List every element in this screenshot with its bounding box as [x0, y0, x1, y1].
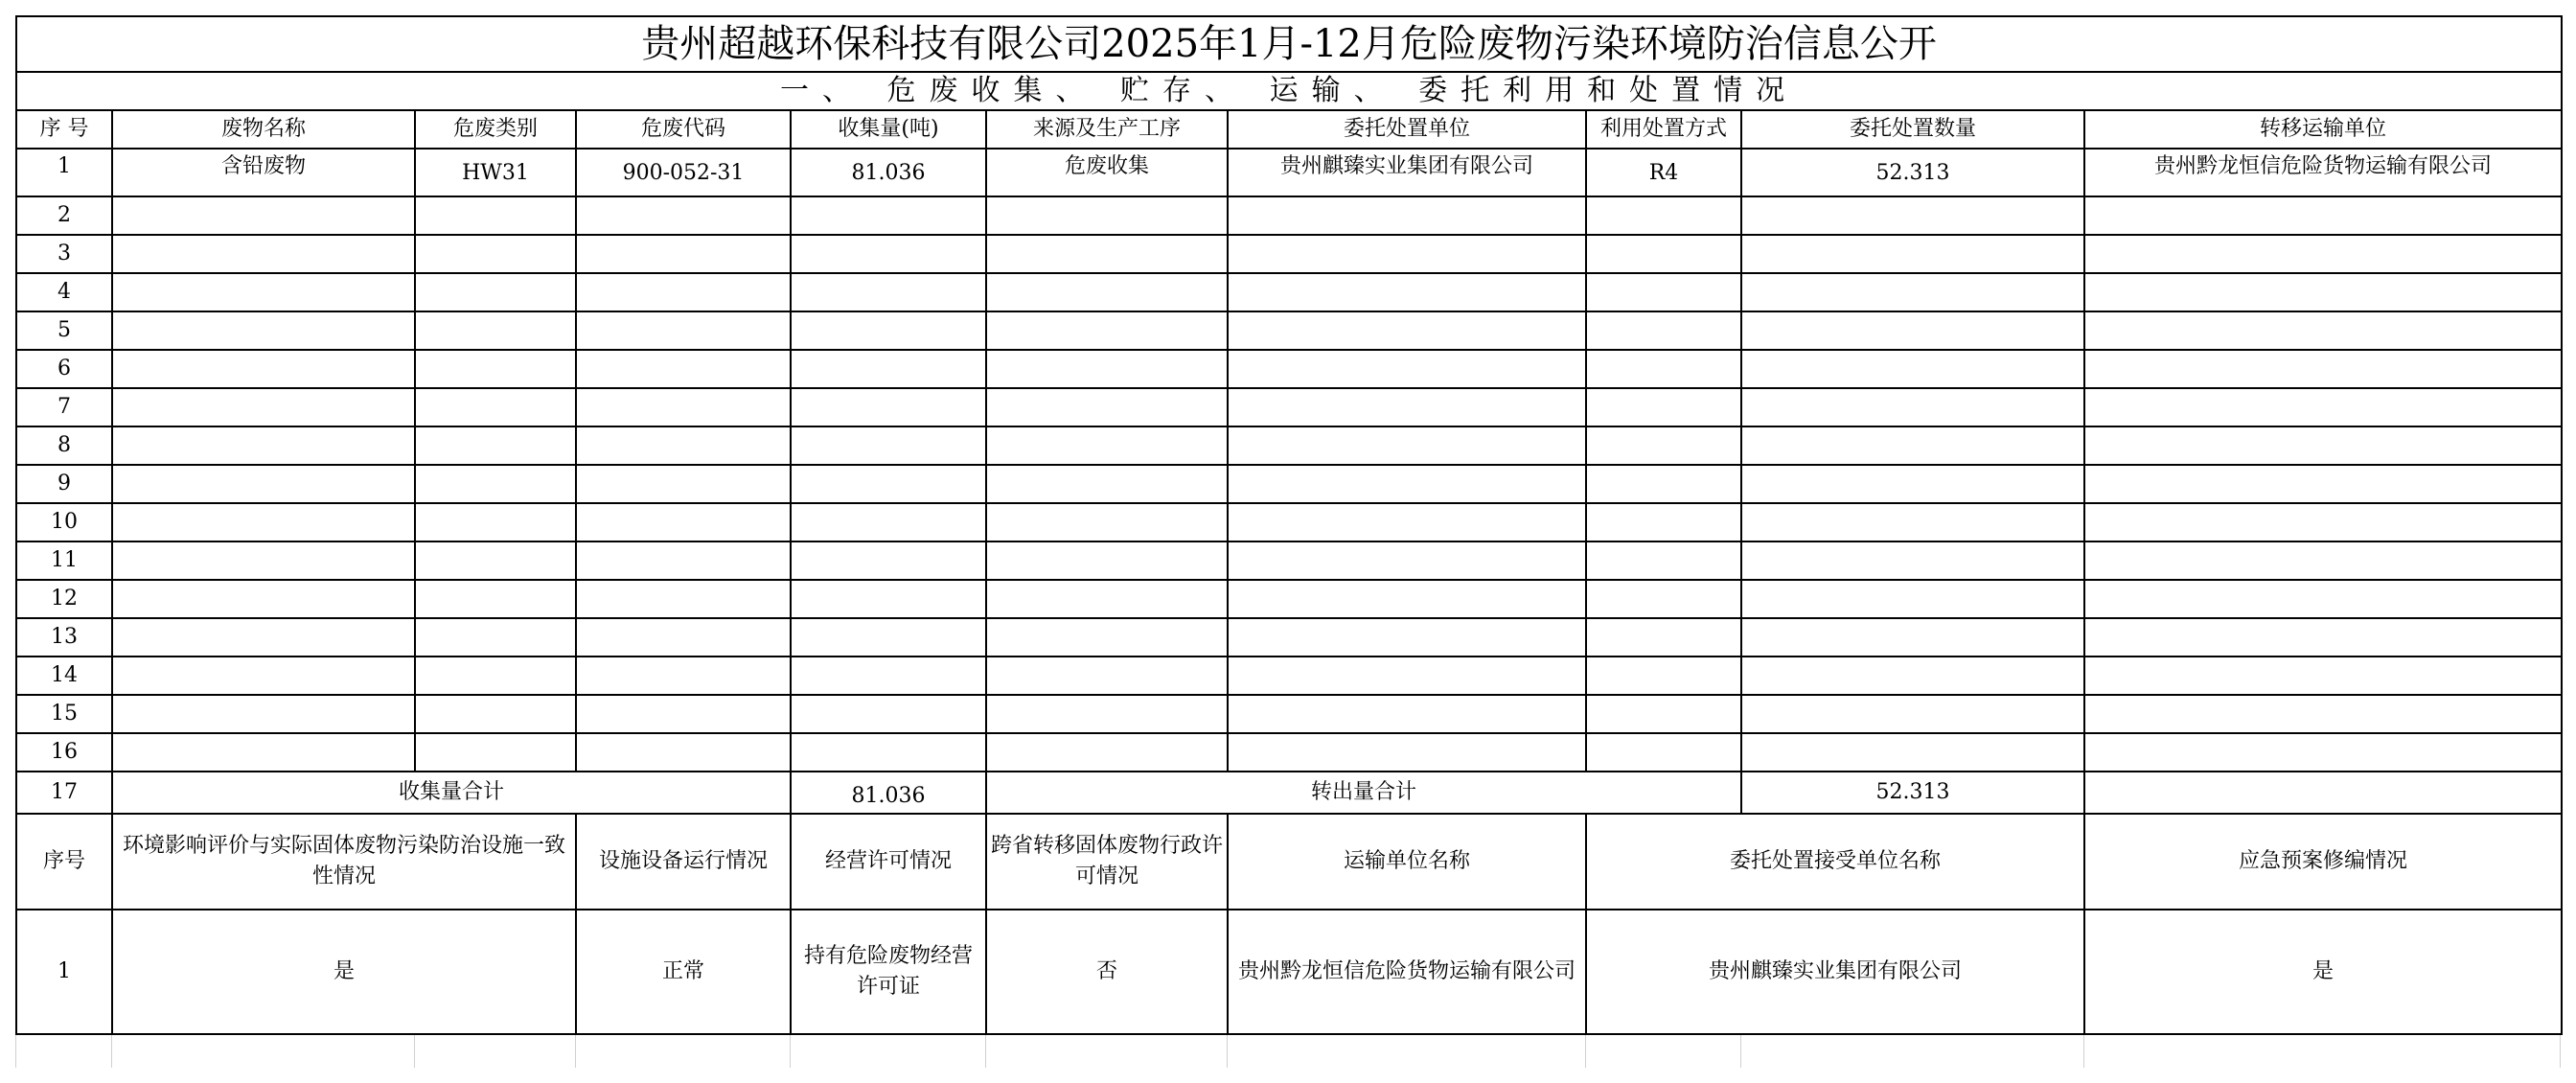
empty-cell	[986, 657, 1228, 695]
empty-cell	[576, 465, 791, 503]
row-no: 6	[16, 350, 112, 388]
empty-cell	[1741, 235, 2084, 273]
empty-cell	[791, 426, 986, 465]
empty-cell	[576, 273, 791, 311]
empty-cell	[2084, 273, 2562, 311]
empty-cell	[1586, 388, 1741, 426]
header-disposal-qty: 委托处置数量	[1741, 110, 2084, 149]
header-transport-unit: 转移运输单位	[2084, 110, 2562, 149]
empty-cell	[791, 657, 986, 695]
empty-cell	[2084, 695, 2562, 733]
empty-cell	[791, 273, 986, 311]
empty-cell	[791, 350, 986, 388]
empty-cell	[1586, 542, 1741, 580]
cell-consistency: 是	[112, 910, 576, 1034]
header-receiver: 委托处置接受单位名称	[1586, 814, 2084, 910]
empty-cell	[1741, 542, 2084, 580]
empty-cell	[1586, 733, 1741, 772]
row-no: 17	[16, 772, 112, 814]
empty-cell	[986, 273, 1228, 311]
empty-cell	[1741, 503, 2084, 542]
empty-cell	[2084, 311, 2562, 350]
empty-cell	[576, 426, 791, 465]
cell-collected: 81.036	[791, 149, 986, 196]
empty-cell	[986, 542, 1228, 580]
empty-cell	[576, 542, 791, 580]
empty-cell	[1228, 542, 1586, 580]
cell-operation: 正常	[576, 910, 791, 1034]
page-title: 贵州超越环保科技有限公司2025年1月-12月危险废物污染环境防治信息公开	[16, 16, 2562, 72]
cell-transport-name: 贵州黔龙恒信危险货物运输有限公司	[1228, 910, 1586, 1034]
empty-cell	[2084, 235, 2562, 273]
disclosure-table	[15, 15, 2563, 1035]
empty-cell	[791, 695, 986, 733]
header-waste-name: 废物名称	[112, 110, 415, 149]
empty-cell	[1741, 273, 2084, 311]
header-no: 序 号	[16, 110, 112, 149]
table-row	[16, 465, 2562, 503]
empty-cell	[1586, 618, 1741, 657]
empty-cell	[415, 465, 576, 503]
empty-cell	[576, 235, 791, 273]
row-no: 12	[16, 580, 112, 618]
empty-cell	[112, 542, 415, 580]
empty-cell	[1741, 733, 2084, 772]
total-row	[16, 772, 2562, 814]
empty-cell	[791, 465, 986, 503]
empty-cell	[2084, 542, 2562, 580]
empty-cell	[1741, 311, 2084, 350]
empty-cell	[415, 235, 576, 273]
empty-cell	[1228, 503, 1586, 542]
cell-disposal-unit: 贵州麒臻实业集团有限公司	[1228, 149, 1586, 196]
header-category: 危废类别	[415, 110, 576, 149]
empty-cell	[576, 388, 791, 426]
empty-cell	[986, 465, 1228, 503]
empty-cell	[986, 426, 1228, 465]
header-license: 经营许可情况	[791, 814, 986, 910]
empty-cell	[576, 580, 791, 618]
empty-cell	[576, 618, 791, 657]
row-no: 16	[16, 733, 112, 772]
empty-cell	[1741, 580, 2084, 618]
empty-cell	[986, 695, 1228, 733]
empty-cell	[1741, 618, 2084, 657]
empty-cell	[986, 311, 1228, 350]
empty-cell	[2084, 388, 2562, 426]
empty-cell	[1741, 426, 2084, 465]
table-row	[16, 618, 2562, 657]
header-no: 序号	[16, 814, 112, 910]
empty-cell	[791, 311, 986, 350]
empty-cell	[1228, 235, 1586, 273]
row-no: 13	[16, 618, 112, 657]
empty-cell	[415, 618, 576, 657]
trailing-grid	[15, 1035, 2561, 1068]
empty-cell	[1228, 657, 1586, 695]
empty-cell	[791, 733, 986, 772]
table2-header-row	[16, 814, 2562, 910]
header-source: 来源及生产工序	[986, 110, 1228, 149]
cell-disposal-qty: 52.313	[1741, 149, 2084, 196]
row-no: 15	[16, 695, 112, 733]
empty-cell	[1228, 618, 1586, 657]
empty-cell	[576, 350, 791, 388]
empty-cell	[1586, 695, 1741, 733]
row-no: 11	[16, 542, 112, 580]
table-row	[16, 311, 2562, 350]
empty-cell	[112, 580, 415, 618]
empty-cell	[1586, 580, 1741, 618]
empty-cell	[1228, 580, 1586, 618]
empty-cell	[986, 350, 1228, 388]
empty-cell	[1586, 657, 1741, 695]
empty-cell	[2084, 503, 2562, 542]
empty-cell	[576, 196, 791, 235]
cell-category: HW31	[415, 149, 576, 196]
table-row	[16, 350, 2562, 388]
header-emergency-plan: 应急预案修编情况	[2084, 814, 2562, 910]
table-header-row	[16, 110, 2562, 149]
header-cross-province: 跨省转移固体废物行政许可情况	[986, 814, 1228, 910]
empty-cell	[1228, 426, 1586, 465]
cell-emergency-plan: 是	[2084, 910, 2562, 1034]
cell-method: R4	[1586, 149, 1741, 196]
empty-cell	[1228, 465, 1586, 503]
empty-cell	[1741, 465, 2084, 503]
empty-cell	[112, 465, 415, 503]
empty-cell	[415, 388, 576, 426]
empty-cell	[2084, 350, 2562, 388]
cell-receiver: 贵州麒臻实业集团有限公司	[1586, 910, 2084, 1034]
empty-cell	[1228, 196, 1586, 235]
header-operation: 设施设备运行情况	[576, 814, 791, 910]
empty-cell	[1741, 657, 2084, 695]
empty-cell	[1228, 273, 1586, 311]
header-collected: 收集量(吨)	[791, 110, 986, 149]
empty-cell	[415, 657, 576, 695]
header-method: 利用处置方式	[1586, 110, 1741, 149]
empty-cell	[415, 426, 576, 465]
row-no: 1	[16, 149, 112, 196]
row-no: 9	[16, 465, 112, 503]
row-no: 4	[16, 273, 112, 311]
empty-cell	[2084, 426, 2562, 465]
row-no: 5	[16, 311, 112, 350]
empty-cell	[2084, 465, 2562, 503]
row-no: 10	[16, 503, 112, 542]
blank-rows	[16, 196, 2562, 772]
empty-cell	[415, 695, 576, 733]
out-total-label: 转出量合计	[986, 772, 1741, 814]
empty-cell	[791, 542, 986, 580]
empty-cell	[1741, 695, 2084, 733]
empty-cell	[2084, 618, 2562, 657]
empty-cell	[415, 733, 576, 772]
cell-cross-province: 否	[986, 910, 1228, 1034]
cell-license: 持有危险废物经营许可证	[791, 910, 986, 1034]
empty-cell	[1586, 235, 1741, 273]
table-row	[16, 426, 2562, 465]
empty-cell	[1586, 311, 1741, 350]
table-row	[16, 580, 2562, 618]
header-transport-name: 运输单位名称	[1228, 814, 1586, 910]
table-row	[16, 196, 2562, 235]
empty-cell	[2084, 772, 2562, 814]
empty-cell	[415, 350, 576, 388]
empty-cell	[986, 388, 1228, 426]
empty-cell	[1586, 273, 1741, 311]
empty-cell	[2084, 580, 2562, 618]
empty-cell	[415, 196, 576, 235]
empty-cell	[2084, 733, 2562, 772]
empty-cell	[112, 273, 415, 311]
cell-source: 危废收集	[986, 149, 1228, 196]
table-row	[16, 733, 2562, 772]
table-row	[16, 235, 2562, 273]
empty-cell	[1228, 311, 1586, 350]
empty-cell	[112, 426, 415, 465]
empty-cell	[576, 695, 791, 733]
empty-cell	[791, 235, 986, 273]
empty-cell	[791, 196, 986, 235]
table-row	[16, 273, 2562, 311]
empty-cell	[1586, 503, 1741, 542]
empty-cell	[1586, 426, 1741, 465]
empty-cell	[112, 657, 415, 695]
header-disposal-unit: 委托处置单位	[1228, 110, 1586, 149]
row-no: 14	[16, 657, 112, 695]
empty-cell	[112, 695, 415, 733]
empty-cell	[1228, 733, 1586, 772]
cell-transport-unit: 贵州黔龙恒信危险货物运输有限公司	[2084, 149, 2562, 196]
collected-total-label: 收集量合计	[112, 772, 791, 814]
empty-cell	[2084, 657, 2562, 695]
empty-cell	[576, 503, 791, 542]
empty-cell	[112, 618, 415, 657]
table-row	[16, 388, 2562, 426]
empty-cell	[112, 388, 415, 426]
row-no: 1	[16, 910, 112, 1034]
empty-cell	[986, 235, 1228, 273]
header-code: 危废代码	[576, 110, 791, 149]
empty-cell	[112, 196, 415, 235]
row-no: 3	[16, 235, 112, 273]
table-row	[16, 657, 2562, 695]
empty-cell	[1228, 388, 1586, 426]
empty-cell	[1586, 196, 1741, 235]
empty-cell	[986, 618, 1228, 657]
table-row	[16, 149, 2562, 196]
empty-cell	[576, 733, 791, 772]
empty-cell	[1586, 465, 1741, 503]
empty-cell	[1741, 350, 2084, 388]
empty-cell	[986, 580, 1228, 618]
row-no: 2	[16, 196, 112, 235]
empty-cell	[112, 733, 415, 772]
empty-cell	[415, 580, 576, 618]
collected-total-value: 81.036	[791, 772, 986, 814]
empty-cell	[415, 273, 576, 311]
empty-cell	[415, 503, 576, 542]
empty-cell	[415, 311, 576, 350]
empty-cell	[1741, 388, 2084, 426]
empty-cell	[1741, 196, 2084, 235]
empty-cell	[986, 733, 1228, 772]
empty-cell	[1228, 695, 1586, 733]
section-title: 一、 危废收集、 贮存、 运输、 委托利用和处置情况	[16, 72, 2562, 110]
table-row	[16, 503, 2562, 542]
row-no: 8	[16, 426, 112, 465]
empty-cell	[791, 388, 986, 426]
empty-cell	[415, 542, 576, 580]
table-row	[16, 542, 2562, 580]
header-consistency: 环境影响评价与实际固体废物污染防治设施一致性情况	[112, 814, 576, 910]
empty-cell	[1228, 350, 1586, 388]
cell-waste-name: 含铅废物	[112, 149, 415, 196]
empty-cell	[112, 350, 415, 388]
empty-cell	[791, 503, 986, 542]
out-total-value: 52.313	[1741, 772, 2084, 814]
empty-cell	[112, 503, 415, 542]
empty-cell	[791, 580, 986, 618]
table-row	[16, 695, 2562, 733]
table2-row	[16, 910, 2562, 1034]
empty-cell	[986, 196, 1228, 235]
empty-cell	[576, 657, 791, 695]
empty-cell	[576, 311, 791, 350]
cell-code: 900-052-31	[576, 149, 791, 196]
empty-cell	[791, 618, 986, 657]
empty-cell	[1586, 350, 1741, 388]
empty-cell	[2084, 196, 2562, 235]
empty-cell	[112, 235, 415, 273]
disclosure-sheet	[15, 15, 2561, 1035]
row-no: 7	[16, 388, 112, 426]
empty-cell	[112, 311, 415, 350]
empty-cell	[986, 503, 1228, 542]
